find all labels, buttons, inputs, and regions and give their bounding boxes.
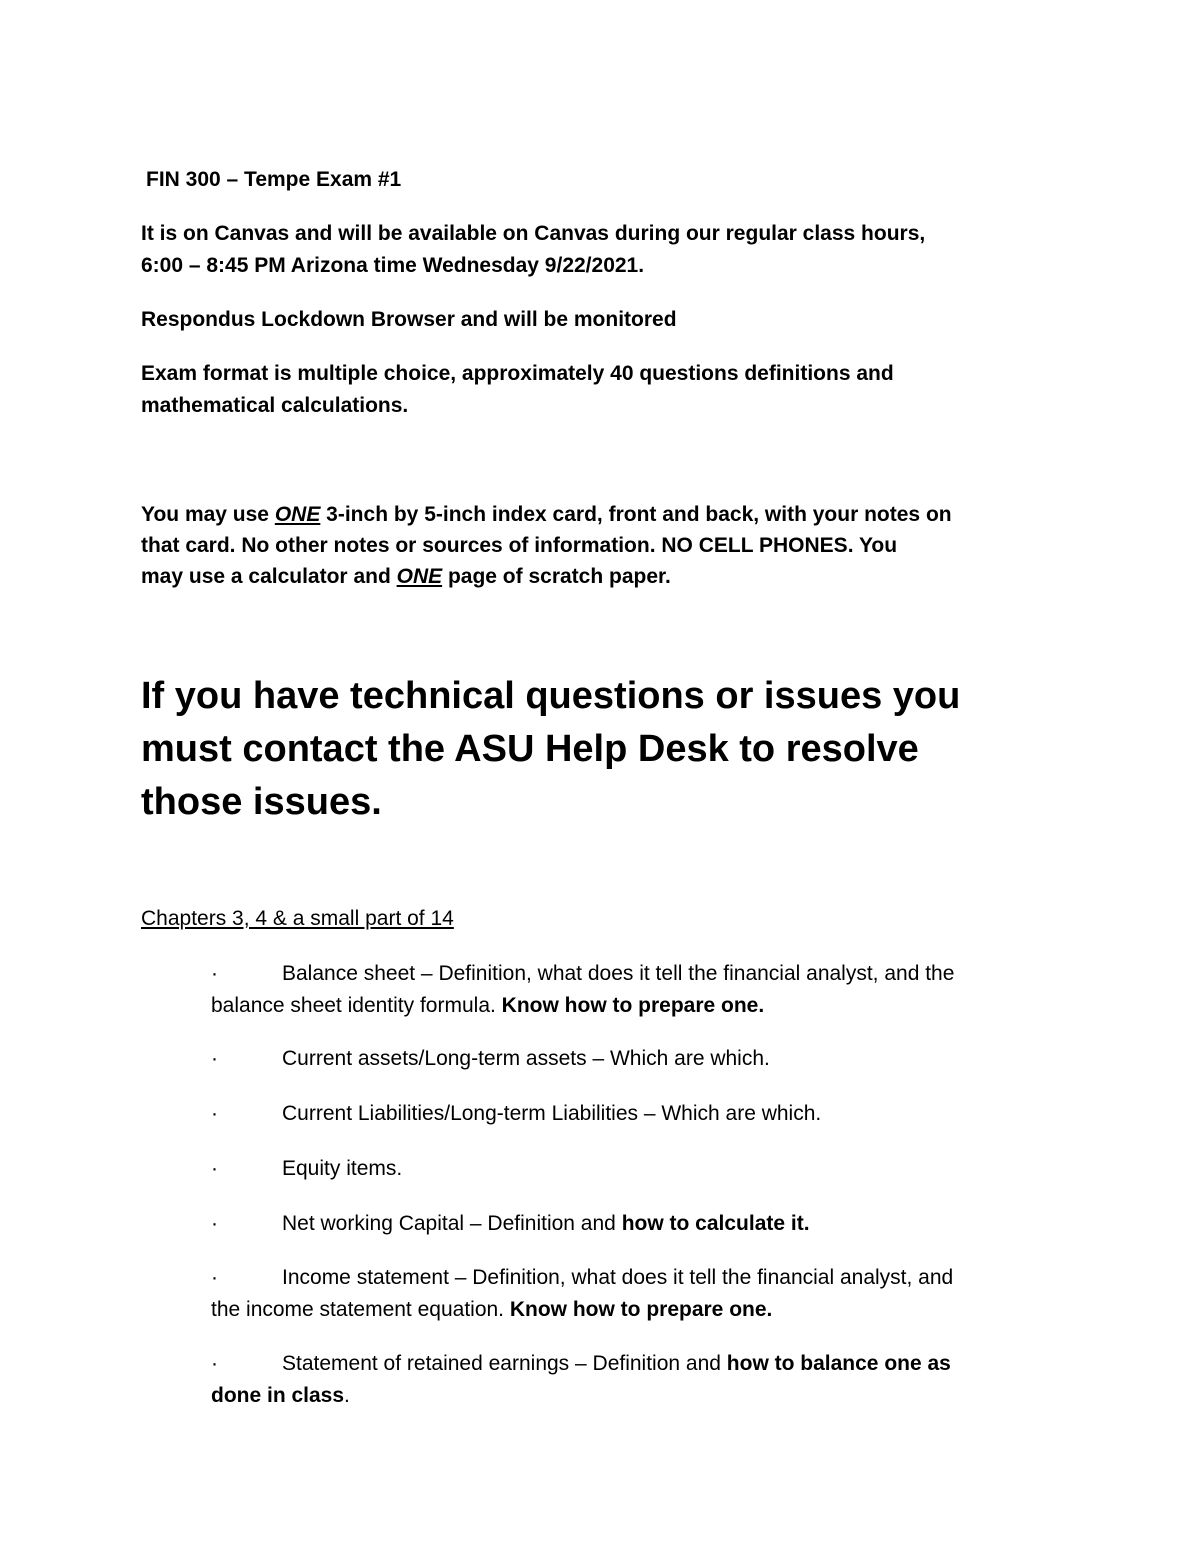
list-item	[211, 1098, 1071, 1130]
list-item-text: Balance sheet – Definition, what does it tell the financial analyst, and the	[282, 962, 955, 985]
list-item	[211, 1043, 1071, 1075]
emphasis-one: ONE	[274, 503, 321, 526]
rules-text: You may use	[141, 503, 275, 526]
emphasis-one: ONE	[396, 565, 443, 588]
list-item-text: Income statement – Definition, what does it tell the financial analyst, and	[282, 1266, 954, 1289]
availability-line-2: 6:00 – 8:45 PM Arizona time Wednesday 9/22/2021.	[141, 254, 645, 277]
exam-title: FIN 300 – Tempe Exam #1	[146, 168, 402, 191]
list-item-text: balance sheet identity formula.	[211, 994, 502, 1017]
rules-text: 3-inch by 5-inch index card, front and back, with your notes on	[320, 503, 952, 526]
list-item-emphasis: how to balance one as	[726, 1352, 951, 1375]
help-line-2: must contact the ASU Help Desk to resolve	[141, 728, 919, 770]
rules-text: page of scratch paper.	[442, 565, 671, 588]
list-item-text: Net working Capital – Definition and	[282, 1212, 622, 1235]
list-item-text: the income statement equation.	[211, 1298, 510, 1321]
list-item-text: Equity items.	[282, 1157, 403, 1180]
bullet-dot: ·	[211, 1157, 218, 1180]
bullet-dot: ·	[211, 1102, 218, 1125]
chapters-heading: Chapters 3, 4 & a small part of 14	[141, 907, 454, 930]
bullet-dot: ·	[211, 962, 218, 985]
list-item-emphasis: how to calculate it.	[621, 1212, 810, 1235]
help-line-1: If you have technical questions or issues you	[141, 675, 961, 717]
rules-text: may use a calculator and	[141, 565, 397, 588]
list-item-text: Current assets/Long-term assets – Which are which.	[282, 1047, 770, 1070]
list-item	[211, 1208, 1071, 1240]
list-item	[211, 958, 1071, 1022]
help-desk-notice	[141, 670, 960, 829]
bullet-dot: ·	[211, 1266, 218, 1289]
list-item-emphasis: Know how to prepare one.	[501, 994, 765, 1017]
list-item	[211, 1153, 1071, 1185]
rules-line-1	[141, 499, 952, 531]
respondus-note: Respondus Lockdown Browser and will be monitored	[141, 308, 677, 331]
list-item-emphasis: done in class	[211, 1384, 345, 1407]
list-item-emphasis: Know how to prepare one.	[509, 1298, 773, 1321]
bullet-dot: ·	[211, 1352, 218, 1375]
rules-line-3	[141, 561, 671, 593]
list-item	[211, 1348, 1071, 1412]
availability-line-1: It is on Canvas and will be available on Canvas during our regular class hours,	[141, 222, 926, 245]
list-item-text: .	[344, 1384, 350, 1407]
list-item-text: Current Liabilities/Long-term Liabilities – Which are which.	[282, 1102, 822, 1125]
bullet-dot: ·	[211, 1047, 218, 1070]
exam-format-line-2: mathematical calculations.	[141, 394, 409, 417]
list-item-text: Statement of retained earnings – Definition and	[282, 1352, 727, 1375]
exam-format-line-1: Exam format is multiple choice, approximately 40 questions definitions and	[141, 362, 894, 385]
help-line-3: those issues.	[141, 781, 382, 823]
list-item	[211, 1262, 1071, 1326]
rules-line-2: that card. No other notes or sources of information. NO CELL PHONES. You	[141, 534, 898, 557]
bullet-dot: ·	[211, 1212, 218, 1235]
